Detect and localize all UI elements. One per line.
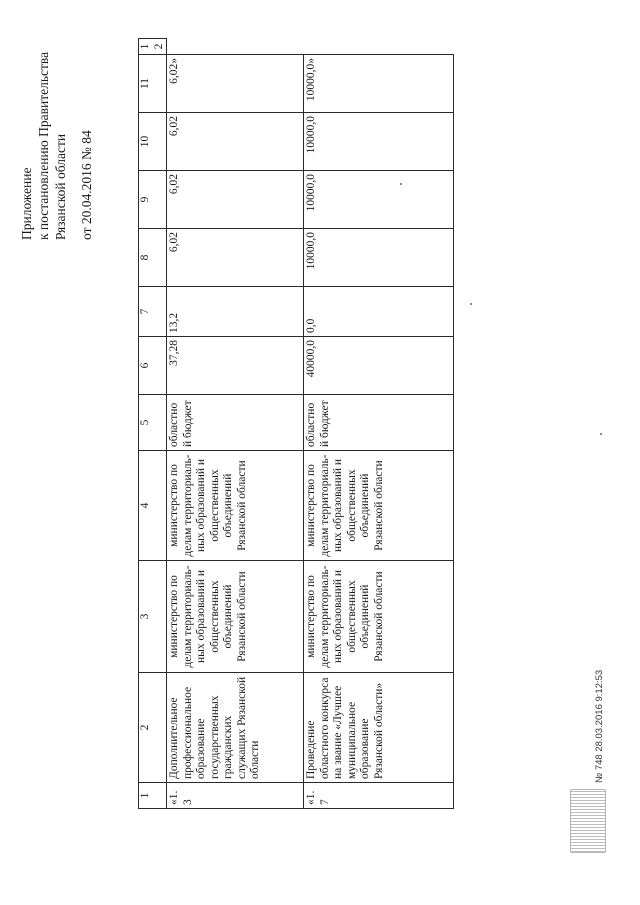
scan-speck bbox=[400, 183, 402, 185]
column-number: 2 bbox=[139, 673, 167, 783]
appendix-date: от 20.04.2016 № 84 bbox=[79, 130, 94, 240]
appendix-header bbox=[18, 10, 95, 240]
year-value: 10000,0 bbox=[304, 113, 454, 171]
measure-name: Проведение областного конкурса на звание «Лучшее муниципальное образование Рязанской области» bbox=[304, 673, 454, 783]
column-number: 4 bbox=[139, 451, 167, 561]
empty-cell bbox=[304, 39, 454, 55]
year-value: 13,2 bbox=[167, 287, 304, 337]
appendix-line-3: Рязанской области bbox=[53, 133, 68, 240]
responsible-executor: министерство по делам территориаль-ных образований и общественных объединений Рязанской области bbox=[304, 561, 454, 673]
row-number: «1.3 bbox=[167, 783, 304, 809]
registration-line: № 748 28.03.2016 9:12:53 bbox=[594, 669, 605, 783]
year-value: 0,0 bbox=[304, 287, 454, 337]
total-value: 37,28 bbox=[167, 337, 304, 395]
column-number: 10 bbox=[139, 113, 167, 171]
column-number: 11 bbox=[139, 55, 167, 113]
responsible-executor: министерство по делам территориаль-ных образований и общественных объединений Рязанской области bbox=[167, 561, 304, 673]
column-number: 6 bbox=[139, 337, 167, 395]
column-number-row bbox=[139, 39, 167, 809]
row-number: «1.7 bbox=[304, 783, 454, 809]
column-number: 3 bbox=[139, 561, 167, 673]
year-value: 10000,0 bbox=[304, 229, 454, 287]
year-value: 6,02 bbox=[167, 113, 304, 171]
empty-cell bbox=[167, 39, 304, 55]
appendix-line-2: к постановлению Правительства bbox=[36, 51, 51, 240]
column-number: 12 bbox=[139, 39, 167, 55]
column-number: 9 bbox=[139, 171, 167, 229]
total-value: 40000,0 bbox=[304, 337, 454, 395]
year-value: 6,02» bbox=[167, 55, 304, 113]
program-table bbox=[138, 38, 454, 809]
scan-speck bbox=[470, 303, 472, 305]
funding-source: областной бюджет bbox=[167, 395, 304, 451]
participant: министерство по делам территориаль-ных образований и общественных объединений Рязанской области bbox=[167, 451, 304, 561]
year-value: 10000,0» bbox=[304, 55, 454, 113]
measure-name: Дополнительное профессиональное образование государственных гражданских служащих Рязанской области bbox=[167, 673, 304, 783]
table-row bbox=[304, 39, 454, 809]
participant: министерство по делам территориаль-ных образований и общественных объединений Рязанской области bbox=[304, 451, 454, 561]
stamp-seal-image bbox=[570, 789, 606, 853]
document-stamp bbox=[570, 791, 608, 853]
year-value: 6,02 bbox=[167, 229, 304, 287]
column-number: 7 bbox=[139, 287, 167, 337]
year-value: 6,02 bbox=[167, 171, 304, 229]
appendix-title: Приложение bbox=[19, 167, 34, 240]
column-number: 8 bbox=[139, 229, 167, 287]
table-row bbox=[167, 39, 304, 809]
year-value: 10000,0 bbox=[304, 171, 454, 229]
scan-speck bbox=[600, 433, 602, 435]
column-number: 5 bbox=[139, 395, 167, 451]
funding-source: областной бюджет bbox=[304, 395, 454, 451]
column-number: 1 bbox=[139, 783, 167, 809]
